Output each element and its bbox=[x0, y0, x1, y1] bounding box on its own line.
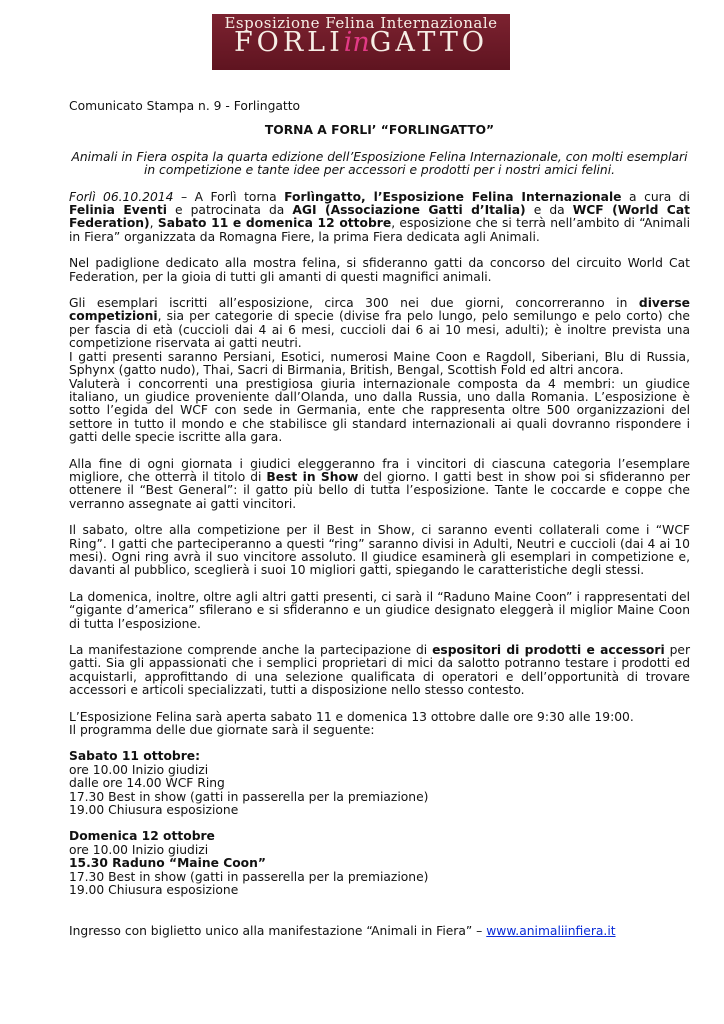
paragraph-best-in-show bbox=[69, 458, 690, 512]
intro-bold-3: AGI (Associazione Gatti d’Italia) bbox=[292, 203, 526, 218]
intro-bold-4: WCF (World Cat Federation) bbox=[69, 203, 691, 231]
intro-text-4: e da bbox=[525, 203, 573, 218]
best-text-2: del giorno. I gatti best in show poi si sfideranno per ottenere il “Best General”: il gatto più bello di tutta l’esposizione. Tante le coccarde e coppe che verranno assegnate ai gatti vincitori. bbox=[69, 469, 690, 511]
paragraph-breeds: I gatti presenti saranno Persiani, Esotici, numerosi Maine Coon e Ragdoll, Siberiani, Blu di Russia, Sphynx (gatto nudo), Thai, Sacri di Birmania, British, Bengal, Scottish Fold ed altri ancora. bbox=[69, 349, 690, 378]
schedule-item: dalle ore 14.00 WCF Ring bbox=[69, 776, 225, 791]
schedule-item-highlight bbox=[69, 857, 690, 870]
schedule-item: 19.00 Chiusura esposizione bbox=[69, 883, 239, 898]
schedule-sunday-heading bbox=[69, 830, 690, 843]
logo-line2-a: FORLI bbox=[233, 27, 344, 58]
intro-text-6: , esposizione che si terrà nell’ambito di “Animali in Fiera” organizzata da Romagna Fiere, la prima Fiera dedicata agli Animali. bbox=[69, 216, 690, 244]
website-link[interactable]: www.animaliinfiera.it bbox=[486, 923, 616, 938]
press-release-body bbox=[69, 100, 690, 938]
paragraph-competitions bbox=[69, 297, 690, 351]
schedule-saturday bbox=[69, 750, 690, 817]
schedule-item: 19.00 Chiusura esposizione bbox=[69, 803, 239, 818]
paragraph-program-intro: Il programma delle due giornate sarà il seguente: bbox=[69, 723, 375, 738]
paragraph-jury: Valuterà i concorrenti una prestigiosa giuria internazionale composta da 4 membri: un giudice italiano, un giudice proveniente dall’Olanda, uno dalla Russia, uno dalla Romania. L’esposizione è sotto l’egida del WCF con sede in Germania, ente che rappresenta oltre 500 organizzazioni del settore in tutto il mondo e che stabilisce gli standard internazionali ai quali dovranno rispondere i gatti delle specie iscritte alla gara. bbox=[69, 376, 690, 445]
exhibitors-text-1: La manifestazione comprende anche la partecipazione di bbox=[69, 643, 433, 657]
footer-text: Ingresso con biglietto unico alla manifestazione “Animali in Fiera” – bbox=[69, 923, 487, 938]
paragraph-pavilion: Nel padiglione dedicato alla mostra felina, si sfideranno gatti da concorso del circuito World Cat Federation, per la gioia di tutti gli amanti di questi magnifici animali. bbox=[69, 256, 690, 284]
exhibitors-text-2: per gatti. Sia gli appassionati che i semplici proprietari di mici da salotto potranno testare i prodotti ed acquistarli, approfittando di una selezione qualificata di operatori e dell’opportunità di trovare accessori e articoli specializzati, tutti a disposizione nello stesso contesto. bbox=[69, 643, 690, 698]
schedule-sunday bbox=[69, 830, 690, 897]
logo-line2 bbox=[212, 27, 510, 58]
exhibitors-bold: espositori di prodotti e accessori bbox=[432, 643, 665, 657]
paragraph-maine-coon: La domenica, inoltre, oltre agli altri gatti presenti, ci sarà il “Raduno Maine Coon” i rappresentati del “gigante d’america” sfilerano e si sfideranno e un giudice designato eleggerà il miglior Maine Coon di tutta l’esposizione. bbox=[69, 589, 690, 631]
schedule-item: ore 10.00 Inizio giudizi bbox=[69, 762, 209, 777]
intro-text-3: e patrocinata da bbox=[166, 203, 293, 218]
competitions-text-1: Gli esemplari iscritti all’esposizione, circa 300 nei due giorni, concorreranno in bbox=[69, 296, 639, 311]
intro-text-2: a cura di bbox=[621, 189, 690, 204]
best-text-1: Alla fine di ogni giornata i giudici eleggeranno fra i vincitori di ciascuna categoria l’esemplare migliore, che otterrà il titolo di bbox=[69, 456, 690, 484]
paragraph-wcf-ring: Il sabato, oltre alla competizione per il Best in Show, ci saranno eventi collaterali come i “WCF Ring”. I gatti che parteciperanno a questi “ring” saranno divisi in Adulti, Neutri e cuccioli (dai 4 ai 10 mesi). Ogni ring avrà il suo vincitore assoluto. Il giudice esaminerà gli esemplari in competizione e, davanti al pubblico, sceglierà i suoi 10 migliori gatti, spiegando le caratteristiche degli stessi. bbox=[69, 523, 690, 578]
schedule-saturday-heading bbox=[69, 750, 690, 763]
paragraph-intro bbox=[69, 191, 690, 245]
intro-bold-5: Sabato 11 e domenica 12 ottobre bbox=[157, 216, 392, 231]
sunday-heading-text: Domenica 12 ottobre bbox=[69, 829, 215, 844]
logo-line2-b: in bbox=[343, 27, 370, 58]
paragraph-exhibitors bbox=[69, 644, 690, 698]
paragraph-opening-hours: L’Esposizione Felina sarà aperta sabato 11 e domenica 13 ottobre dalle ore 9:30 alle 19:00. bbox=[69, 709, 634, 724]
footer-ticket-info bbox=[69, 925, 690, 938]
intro-bold-1: Forlìngatto, l’Esposizione Felina Internazionale bbox=[284, 189, 622, 204]
intro-text-5: , bbox=[149, 216, 158, 231]
maine-coon-item-text: 15.30 Raduno “Maine Coon” bbox=[69, 856, 266, 871]
schedule-item: 17.30 Best in show (gatti in passerella per la premiazione) bbox=[69, 869, 429, 884]
document-title: TORNA A FORLI’ “FORLINGATTO” bbox=[264, 123, 495, 138]
logo-line1: Esposizione Felina Internazionale bbox=[224, 14, 498, 32]
intro-text-1: – A Forlì torna bbox=[173, 189, 285, 204]
forlingatto-logo bbox=[212, 14, 510, 70]
competitions-bold: diverse competizioni bbox=[69, 296, 690, 324]
intro-date: Forlì 06.10.2014 bbox=[69, 189, 174, 204]
saturday-heading-text: Sabato 11 ottobre: bbox=[69, 749, 201, 764]
competitions-text-2: , sia per categorie di specie (divise fra pelo lungo, pelo semilungo e pelo corto) che per fascia di età (cuccioli dai 4 ai 6 mesi, cuccioli dai 6 ai 10 mesi, adulti); è inoltre prevista una competizione riservata ai gatti neutri. bbox=[69, 309, 690, 351]
best-bold: Best in Show bbox=[266, 469, 359, 484]
schedule-item: ore 10.00 Inizio giudizi bbox=[69, 842, 209, 857]
intro-bold-2: Felinia Eventi bbox=[69, 203, 167, 218]
schedule-item: 17.30 Best in show (gatti in passerella per la premiazione) bbox=[69, 789, 429, 804]
press-release-header: Comunicato Stampa n. 9 - Forlingatto bbox=[69, 99, 301, 113]
logo-line2-c: GATTO bbox=[369, 27, 489, 58]
document-subtitle: Animali in Fiera ospita la quarta edizione dell’Esposizione Felina Internazionale, con molti esemplari in competizione e tante idee per accessori e prodotti per i nostri amici felini. bbox=[71, 149, 688, 178]
